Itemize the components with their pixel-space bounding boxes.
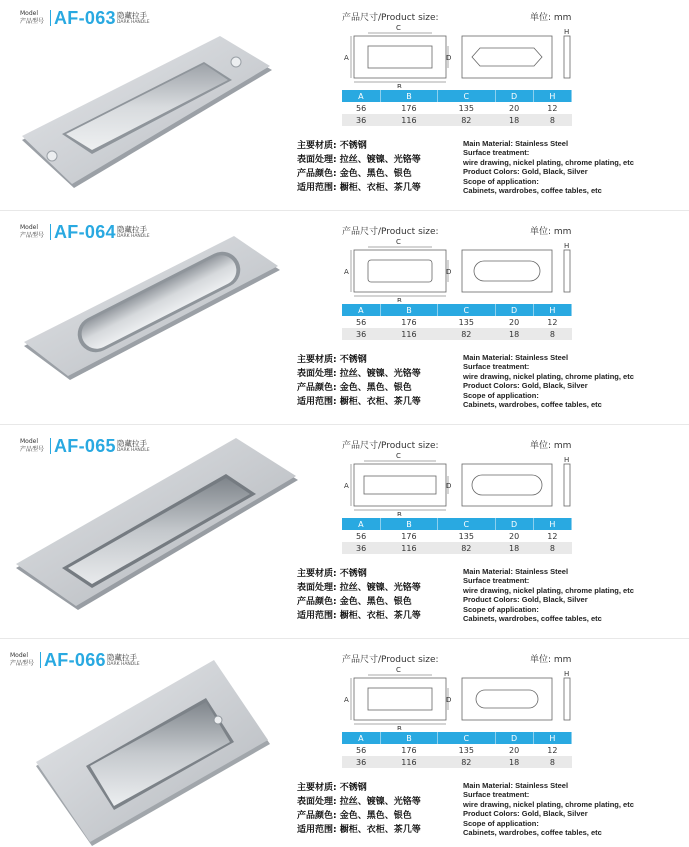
section-divider [0, 424, 689, 425]
spec-colors-cn: 产品颜色: 金色、黑色、银色 [297, 597, 412, 607]
dim-label-d: D [446, 696, 452, 704]
spec-table [342, 732, 572, 768]
table-row [342, 530, 572, 542]
table-cell: 135 [438, 530, 495, 542]
dim-label-b: B [397, 725, 402, 730]
dim-label-c: C [396, 238, 401, 246]
table-cell: 18 [495, 756, 533, 768]
table-cell: 12 [533, 744, 571, 756]
spec-material-en: Main Material: Stainless Steel [463, 781, 569, 790]
model-code: AF-064 [54, 222, 116, 242]
table-cell: 20 [495, 316, 533, 328]
table-cell: 8 [533, 328, 571, 340]
specs-english [463, 781, 634, 837]
spec-surface-en: Surface treatment: [463, 148, 530, 158]
col-header-d: D [495, 518, 533, 530]
spec-scope-detail-en: Cabinets, wardrobes, coffee tables, etc [463, 186, 602, 196]
spec-material-cn: 主要材质: 不锈钢 [297, 141, 367, 151]
dim-label-c: C [396, 24, 401, 32]
col-header-h: H [533, 304, 571, 316]
col-header-b: B [380, 304, 437, 316]
dim-label-c: C [396, 452, 401, 460]
dim-label-a: A [344, 482, 349, 490]
table-cell: 56 [342, 744, 380, 756]
dim-label-b: B [397, 297, 402, 302]
specs-chinese [297, 139, 421, 195]
col-header-a: A [342, 304, 380, 316]
col-header-b: B [380, 732, 437, 744]
spec-surface-cn: 表面处理: 拉丝、镀镍、光铬等 [297, 155, 421, 165]
table-cell: 116 [380, 114, 437, 126]
model-label: Model 产品型号 [20, 10, 45, 25]
spec-surface-cn: 表面处理: 拉丝、镀镍、光铬等 [297, 369, 421, 379]
spec-scope-cn: 适用范围: 橱柜、衣柜、茶几等 [297, 397, 421, 407]
table-cell: 82 [438, 328, 495, 340]
col-header-d: D [495, 304, 533, 316]
table-cell: 20 [495, 102, 533, 114]
specs-english [463, 353, 634, 409]
spec-scope-cn: 适用范围: 橱柜、衣柜、茶几等 [297, 611, 421, 621]
col-header-c: C [438, 90, 495, 102]
table-cell: 36 [342, 542, 380, 554]
dim-label-b: B [397, 511, 402, 516]
size-title: 产品尺寸/Product size: [342, 655, 439, 665]
handle-name-en: DARK HANDLE [117, 234, 150, 239]
unit-label: 单位: mm [530, 227, 572, 237]
table-row [342, 316, 572, 328]
section-divider [0, 638, 689, 639]
table-cell: 176 [380, 102, 437, 114]
table-cell: 56 [342, 530, 380, 542]
table-cell: 36 [342, 756, 380, 768]
dim-label-c: C [396, 666, 401, 674]
table-header-row [342, 518, 572, 530]
table-cell: 12 [533, 102, 571, 114]
table-cell: 82 [438, 542, 495, 554]
table-cell: 12 [533, 316, 571, 328]
product-image-af066 [0, 642, 300, 847]
table-cell: 176 [380, 530, 437, 542]
col-header-b: B [380, 518, 437, 530]
handle-name-en: DARK HANDLE [117, 448, 150, 453]
size-title: 产品尺寸/Product size: [342, 13, 439, 23]
table-cell: 56 [342, 102, 380, 114]
specs-chinese [297, 567, 421, 623]
table-cell: 176 [380, 744, 437, 756]
spec-material-cn: 主要材质: 不锈钢 [297, 569, 367, 579]
table-cell: 20 [495, 744, 533, 756]
spec-surface-detail-en: wire drawing, nickel plating, chrome plating, etc [463, 585, 634, 595]
spec-scope-cn: 适用范围: 橱柜、衣柜、茶几等 [297, 825, 421, 835]
table-cell: 18 [495, 114, 533, 126]
table-row [342, 328, 572, 340]
dim-label-h: H [564, 28, 570, 36]
unit-label: 单位: mm [530, 441, 572, 451]
spec-colors-en: Product Colors: Gold, Black, Silver [463, 809, 588, 819]
handle-name-en: DARK HANDLE [107, 662, 140, 667]
specs-chinese [297, 781, 421, 837]
spec-table [342, 90, 572, 126]
table-cell: 8 [533, 114, 571, 126]
spec-surface-en: Surface treatment: [463, 576, 530, 586]
spec-scope-en: Scope of application: [463, 604, 539, 614]
product-image-af065 [0, 428, 300, 640]
table-cell: 176 [380, 316, 437, 328]
spec-scope-cn: 适用范围: 橱柜、衣柜、茶几等 [297, 183, 421, 193]
handle-name-cn: 隐藏拉手 [117, 439, 147, 448]
col-header-a: A [342, 518, 380, 530]
dim-label-h: H [564, 670, 570, 678]
spec-scope-detail-en: Cabinets, wardrobes, coffee tables, etc [463, 828, 602, 838]
col-header-h: H [533, 90, 571, 102]
spec-scope-detail-en: Cabinets, wardrobes, coffee tables, etc [463, 614, 602, 624]
spec-material-en: Main Material: Stainless Steel [463, 139, 569, 148]
spec-surface-cn: 表面处理: 拉丝、镀镍、光铬等 [297, 583, 421, 593]
table-cell: 8 [533, 542, 571, 554]
spec-surface-en: Surface treatment: [463, 790, 530, 800]
dimension-diagram [340, 236, 580, 302]
table-cell: 116 [380, 328, 437, 340]
table-cell: 36 [342, 328, 380, 340]
spec-colors-en: Product Colors: Gold, Black, Silver [463, 595, 588, 605]
model-label: Model 产品型号 [10, 652, 35, 667]
spec-material-en: Main Material: Stainless Steel [463, 567, 569, 576]
col-header-c: C [438, 732, 495, 744]
spec-table [342, 304, 572, 340]
col-header-h: H [533, 518, 571, 530]
dim-label-d: D [446, 482, 452, 490]
dim-label-b: B [397, 83, 402, 88]
table-cell: 116 [380, 756, 437, 768]
dim-label-d: D [446, 54, 452, 62]
product-section-af064 [0, 214, 689, 426]
spec-scope-en: Scope of application: [463, 390, 539, 400]
spec-surface-detail-en: wire drawing, nickel plating, chrome plating, etc [463, 799, 634, 809]
dim-label-a: A [344, 54, 349, 62]
table-row [342, 756, 572, 768]
spec-table [342, 518, 572, 554]
product-image-af063 [0, 0, 290, 212]
table-header-row [342, 304, 572, 316]
specs-chinese [297, 353, 421, 409]
table-cell: 56 [342, 316, 380, 328]
spec-surface-detail-en: wire drawing, nickel plating, chrome plating, etc [463, 157, 634, 167]
model-label: Model 产品型号 [20, 438, 45, 453]
dim-label-a: A [344, 696, 349, 704]
model-code: AF-063 [54, 8, 116, 28]
spec-scope-en: Scope of application: [463, 818, 539, 828]
section-divider [0, 210, 689, 211]
spec-scope-detail-en: Cabinets, wardrobes, coffee tables, etc [463, 400, 602, 410]
dimension-diagram [340, 22, 580, 88]
col-header-d: D [495, 90, 533, 102]
spec-scope-en: Scope of application: [463, 176, 539, 186]
spec-colors-en: Product Colors: Gold, Black, Silver [463, 381, 588, 391]
table-cell: 135 [438, 102, 495, 114]
dim-label-h: H [564, 456, 570, 464]
spec-surface-cn: 表面处理: 拉丝、镀镍、光铬等 [297, 797, 421, 807]
size-title: 产品尺寸/Product size: [342, 227, 439, 237]
handle-name-en: DARK HANDLE [117, 20, 150, 25]
spec-colors-cn: 产品颜色: 金色、黑色、银色 [297, 811, 412, 821]
unit-label: 单位: mm [530, 13, 572, 23]
table-cell: 8 [533, 756, 571, 768]
table-cell: 12 [533, 530, 571, 542]
spec-surface-en: Surface treatment: [463, 362, 530, 372]
product-image-af064 [0, 214, 290, 426]
col-header-a: A [342, 90, 380, 102]
table-cell: 82 [438, 756, 495, 768]
table-header-row [342, 90, 572, 102]
dim-label-a: A [344, 268, 349, 276]
product-section-af065 [0, 428, 689, 640]
col-header-a: A [342, 732, 380, 744]
table-row [342, 102, 572, 114]
product-section-af063 [0, 0, 689, 212]
product-section-af066 [0, 642, 689, 847]
spec-colors-cn: 产品颜色: 金色、黑色、银色 [297, 169, 412, 179]
table-cell: 116 [380, 542, 437, 554]
specs-english [463, 139, 634, 195]
model-code: AF-066 [44, 650, 106, 670]
table-cell: 135 [438, 316, 495, 328]
table-cell: 36 [342, 114, 380, 126]
specs-english [463, 567, 634, 623]
spec-material-cn: 主要材质: 不锈钢 [297, 355, 367, 365]
unit-label: 单位: mm [530, 655, 572, 665]
col-header-c: C [438, 304, 495, 316]
table-cell: 18 [495, 328, 533, 340]
spec-material-en: Main Material: Stainless Steel [463, 353, 569, 362]
spec-material-cn: 主要材质: 不锈钢 [297, 783, 367, 793]
handle-name-cn: 隐藏拉手 [117, 11, 147, 20]
spec-surface-detail-en: wire drawing, nickel plating, chrome plating, etc [463, 371, 634, 381]
dim-label-d: D [446, 268, 452, 276]
dimension-diagram [340, 450, 580, 516]
size-title: 产品尺寸/Product size: [342, 441, 439, 451]
table-cell: 20 [495, 530, 533, 542]
model-label: Model 产品型号 [20, 224, 45, 239]
model-code: AF-065 [54, 436, 116, 456]
col-header-h: H [533, 732, 571, 744]
dimension-diagram [340, 664, 580, 730]
spec-colors-cn: 产品颜色: 金色、黑色、银色 [297, 383, 412, 393]
table-cell: 18 [495, 542, 533, 554]
table-cell: 82 [438, 114, 495, 126]
dim-label-h: H [564, 242, 570, 250]
col-header-b: B [380, 90, 437, 102]
table-header-row [342, 732, 572, 744]
table-row [342, 744, 572, 756]
handle-name-cn: 隐藏拉手 [117, 225, 147, 234]
col-header-d: D [495, 732, 533, 744]
table-cell: 135 [438, 744, 495, 756]
spec-colors-en: Product Colors: Gold, Black, Silver [463, 167, 588, 177]
col-header-c: C [438, 518, 495, 530]
table-row [342, 114, 572, 126]
handle-name-cn: 隐藏拉手 [107, 653, 137, 662]
table-row [342, 542, 572, 554]
